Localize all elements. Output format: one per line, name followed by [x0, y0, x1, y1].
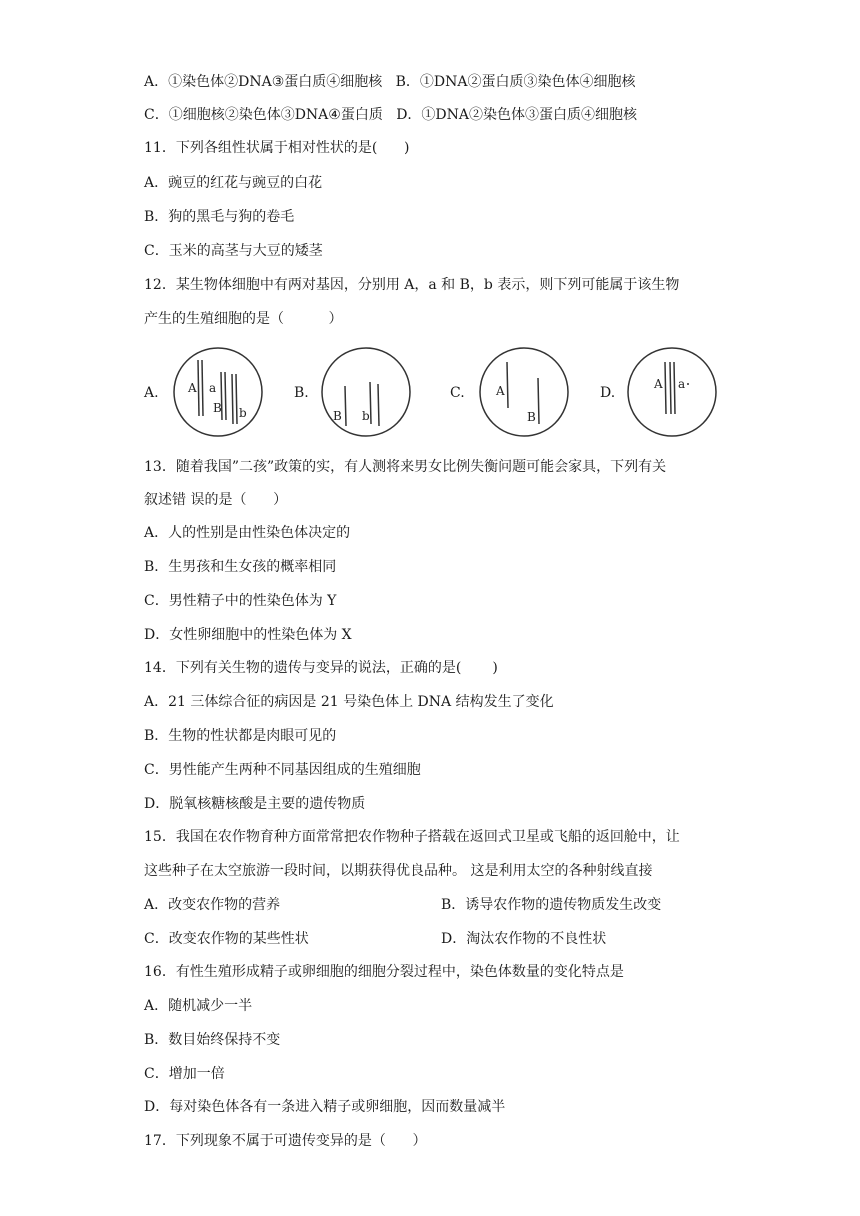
chromosome [202, 360, 203, 416]
gene-label: b [362, 409, 370, 423]
q12-cell-figures [144, 338, 744, 448]
cell-b-diagram [316, 342, 416, 442]
cell-figure-b [294, 338, 444, 448]
chromosome [236, 374, 237, 424]
q15-option-d: D．淘汰农作物的不良性状 [441, 931, 607, 947]
question-12-line-2: 产生的生殖细胞的是（ ） [144, 311, 343, 327]
chromosome [507, 362, 508, 408]
gene-label: A [496, 384, 505, 398]
cell-figure-c [450, 338, 600, 448]
question-16: 16．有性生殖形成精子或卵细胞的细胞分裂过程中，染色体数量的变化特点是 [144, 964, 624, 980]
chromosome [378, 384, 379, 426]
q16-option-b: B．数目始终保持不变 [144, 1032, 281, 1048]
gene-label: a [209, 381, 217, 395]
q14-option-a: A．21 三体综合征的病因是 21 号染色体上 DNA 结构发生了变化 [144, 694, 554, 710]
q11-option-c: C．玉米的高茎与大豆的矮茎 [144, 243, 323, 259]
question-14: 14．下列有关生物的遗传与变异的说法，正确的是( ) [144, 660, 498, 676]
q11-option-b: B．狗的黑毛与狗的卷毛 [144, 209, 295, 225]
gene-label: B [213, 401, 222, 415]
q16-option-c: C．增加一倍 [144, 1066, 225, 1082]
question-13-line-2: 叙述错 误的是（ ） [144, 492, 288, 508]
q10-options-cd: C．①细胞核②染色体③DNA④蛋白质 D．①DNA②染色体③蛋白质④细胞核 [144, 107, 638, 123]
q15-option-b: B．诱导农作物的遗传物质发生改变 [441, 897, 662, 913]
q11-option-a: A．豌豆的红花与豌豆的白花 [144, 175, 323, 191]
q13-option-a: A．人的性别是由性染色体决定的 [144, 525, 351, 541]
cell-figure-label: D. [600, 385, 616, 401]
gene-label: A [654, 377, 663, 391]
chromosome [198, 360, 199, 416]
chromosome [232, 374, 233, 424]
cell-figure-a [144, 338, 294, 448]
chromosome [538, 378, 539, 424]
chromosome [670, 362, 671, 414]
q16-option-d: D．每对染色体各有一条进入精子或卵细胞，因而数量减半 [144, 1099, 506, 1115]
cell-membrane [628, 348, 716, 436]
chromosome [345, 386, 346, 426]
chromosome [674, 362, 675, 414]
q13-option-d: D．女性卵细胞中的性染色体为 X [144, 627, 352, 643]
gene-label: B [333, 409, 342, 423]
gene-label: A [188, 381, 197, 395]
question-15-line-1: 15．我国在农作物育种方面常常把农作物种子搭载在返回式卫星或飞船的返回舱中，让 [144, 829, 680, 845]
chromosome [225, 372, 226, 420]
cell-figure-label: B. [294, 385, 309, 401]
q13-option-b: B．生男孩和生女孩的概率相同 [144, 559, 337, 575]
mark-dot [687, 383, 689, 385]
question-12-line-1: 12．某生物体细胞中有两对基因，分别用 A，a 和 B，b 表示，则下列可能属于该生物 [144, 277, 680, 293]
cell-figure-label: A. [144, 385, 159, 401]
cell-membrane [480, 348, 568, 436]
question-13-line-1: 13．随着我国”二孩”政策的实，有人测将来男女比例失衡问题可能会家具，下列有关 [144, 459, 667, 475]
q13-option-c: C．男性精子中的性染色体为 Y [144, 593, 337, 609]
q15-option-c: C．改变农作物的某些性状 [144, 931, 309, 947]
q14-option-c: C．男性能产生两种不同基因组成的生殖细胞 [144, 762, 421, 778]
question-15-line-2: 这些种子在太空旅游一段时间，以期获得优良品种。 这是利用太空的各种射线直接 [144, 863, 653, 879]
q10-options-ab: A．①染色体②DNA③蛋白质④细胞核 B．①DNA②蛋白质③染色体④细胞核 [144, 74, 636, 90]
q15-option-a: A．改变农作物的营养 [144, 897, 281, 913]
question-17: 17．下列现象不属于可遗传变异的是（ ） [144, 1133, 427, 1149]
cell-c-diagram [474, 342, 574, 442]
chromosome [370, 382, 371, 424]
gene-label: b [239, 406, 247, 420]
gene-label: a [678, 377, 686, 391]
q16-option-a: A．随机减少一半 [144, 998, 253, 1014]
question-11: 11．下列各组性状属于相对性状的是( ) [144, 140, 410, 156]
gene-label: B [527, 410, 536, 424]
cell-d-diagram [622, 342, 722, 442]
cell-a-diagram [168, 342, 268, 442]
q14-option-d: D．脱氧核糖核酸是主要的遗传物质 [144, 796, 366, 812]
cell-figure-label: C. [450, 385, 465, 401]
cell-figure-d [600, 338, 750, 448]
chromosome [665, 362, 666, 414]
q14-option-b: B．生物的性状都是肉眼可见的 [144, 728, 337, 744]
